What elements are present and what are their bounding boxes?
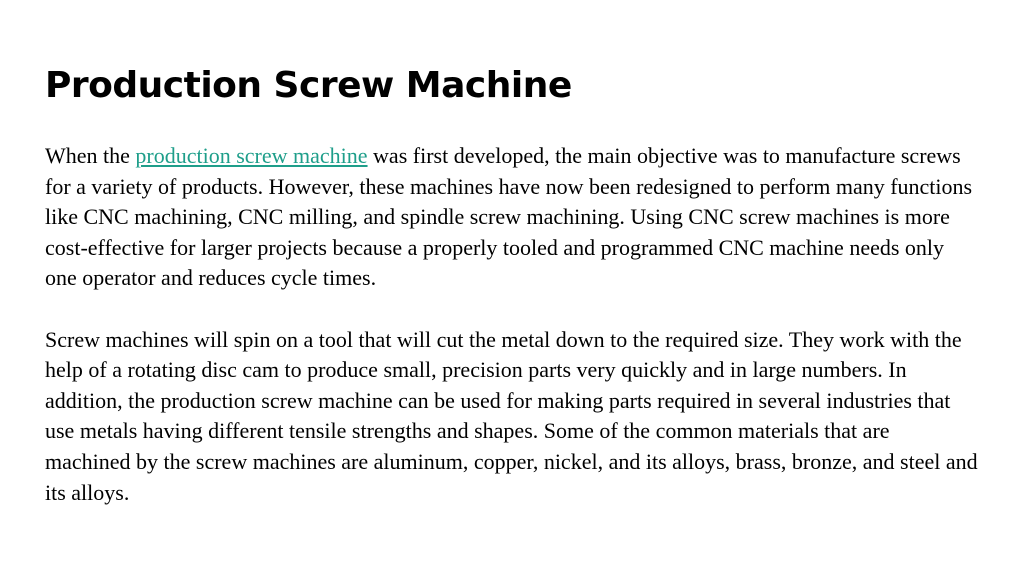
production-screw-machine-link[interactable]: production screw machine (135, 143, 368, 168)
paragraph-2: Screw machines will spin on a tool that will cut the metal down to the required size. They work with the help of a rotating disc cam to produce small, precision parts very quickly and in large numbers. In addition, the production screw machine can be used for making parts required in several industries that use metals having different tensile strengths and shapes. Some of the common materials that are machined by the screw machines are aluminum, copper, nickel, and its alloys, brass, bronze, and steel and its alloys. (45, 326, 978, 505)
paragraph-1-intro: When the (45, 143, 136, 168)
body-text (45, 141, 980, 508)
paragraph-1-rest: was first developed, the main objective was to manufacture screws for a variety of products. However, these machines have now been redesigned to perform many functions like CNC machining, CNC milling, and spindle screw machining. Using CNC screw machines is more cost-effective for larger projects because a properly tooled and programmed CNC machine needs only one operator and reduces cycle times. (45, 143, 973, 291)
paragraph-1 (45, 141, 980, 294)
page-title: Production Screw Machine (45, 65, 572, 106)
